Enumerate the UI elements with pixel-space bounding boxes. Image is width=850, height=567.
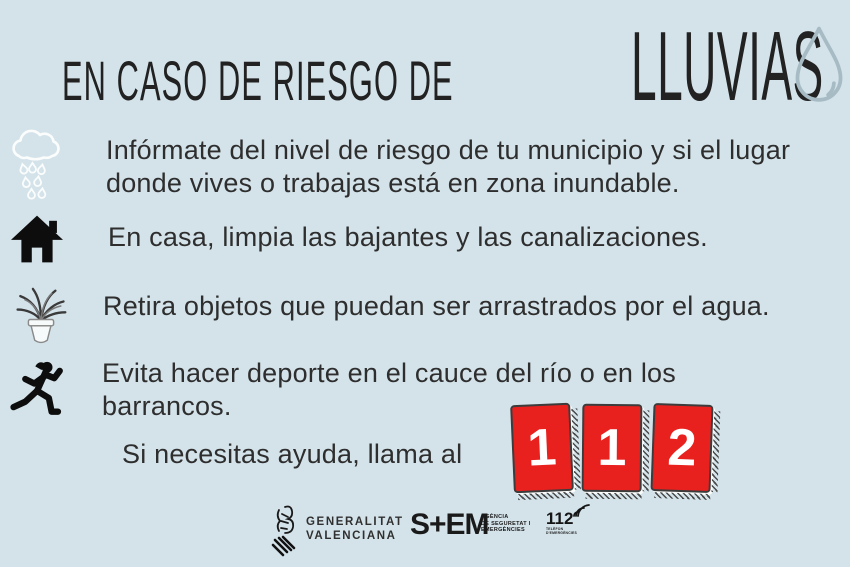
water-drop-icon [790,22,848,118]
radio-waves-icon [572,502,590,518]
sem-logo: S+EM [410,508,489,541]
title-emphasis: LLUVIAS [630,11,824,121]
help-call-text: Si necesitas ayuda, llama al [122,439,463,469]
tip-text-informate: Infórmate del nivel de riesgo de tu municipio y si el lugar donde vives o trabajas está en zona inundable. [106,135,791,198]
rain-cloud-icon [7,125,63,201]
title-prefix: EN CASO DE RIESGO DE [62,49,454,112]
sem-line3: EMERGÈNCIES [481,527,525,533]
sem-line1: AGÈNCIA [481,514,509,520]
gva-line2: VALENCIANA [306,530,397,542]
digit-card: 1 [582,404,643,493]
sem-line2: DE SEGURETAT I [481,520,531,527]
tip-text-retira: Retira objetos que puedan ser arrastrados por el agua. [103,291,770,321]
generalitat-valenciana-wordmark [306,515,404,543]
page-title [62,10,850,123]
digit-card: 2 [650,403,713,493]
generalitat-valenciana-emblem-icon [271,504,301,558]
telefon-112-logo [546,510,594,535]
telefon-112-caption [546,527,594,535]
potted-plant-icon [14,284,68,346]
telefon-112-number: 112 [546,509,574,528]
gva-line1: GENERALITAT [306,516,404,528]
tip-text-evita-deporte: Evita hacer deporte en el cauce del río o en los barrancos. [102,358,676,421]
emergency-number-112 [512,404,712,492]
footer-logos [0,500,850,560]
telefon-caption-line2: D'EMERGÈNCIES [546,531,577,535]
tip-text-en-casa: En casa, limpia las bajantes y las canalizaciones. [108,222,708,252]
digit-card: 1 [510,403,574,494]
runner-icon [9,357,67,421]
telefon-caption-line1: TELÈFON [546,527,564,531]
house-icon [11,214,63,264]
sem-agency-text [481,514,531,534]
